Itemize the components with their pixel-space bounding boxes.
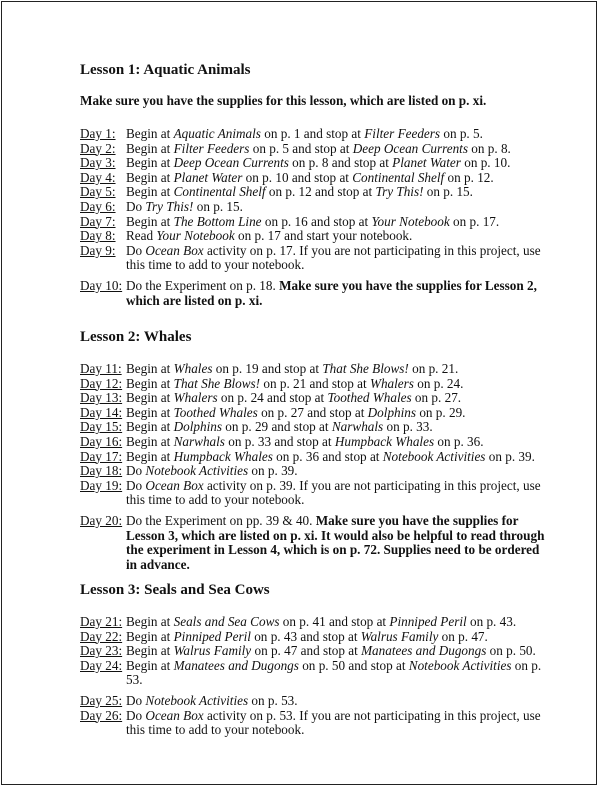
schedule-row — [80, 127, 550, 142]
day-label: Day 12: — [80, 375, 123, 391]
schedule-row — [80, 659, 550, 688]
day-label: Day 11: — [80, 361, 122, 376]
schedule-row — [80, 244, 550, 273]
section-title-ref: Deep Ocean Currents — [173, 155, 289, 171]
schedule-row — [80, 709, 550, 738]
day-label: Day 17: — [80, 448, 123, 464]
day-task: Begin at Aquatic Animals on p. 1 and stop at Filter Feeders on p. 5. — [126, 126, 483, 141]
schedule-row — [80, 514, 550, 572]
section-title-ref: Manatees and Dugongs — [173, 657, 299, 673]
section-title-ref: Humpback Whales — [334, 433, 435, 449]
lesson-1-supplies-note: Make sure you have the supplies for this lesson, which are listed on p. xi. — [80, 93, 487, 108]
schedule-row — [80, 435, 550, 450]
section-title-ref: Notebook Activities — [408, 657, 512, 673]
day-task: Begin at Seals and Sea Cows on p. 41 and stop at Pinniped Peril on p. 43. — [126, 614, 517, 629]
document-page — [1, 1, 597, 785]
section-title-ref: Narwhals — [173, 433, 225, 449]
day-task: Begin at Toothed Whales on p. 27 and stop at Dolphins on p. 29. — [126, 404, 466, 420]
schedule-row — [80, 215, 550, 230]
day-task: Do Try This! on p. 15. — [126, 198, 243, 214]
schedule-row — [80, 479, 550, 508]
lesson-2-section — [80, 329, 550, 572]
section-title-ref: Filter Feeders — [364, 126, 441, 141]
section-title-ref: Whales — [173, 361, 213, 376]
section-title-ref: Dolphins — [367, 404, 417, 420]
day-task: Begin at Deep Ocean Currents on p. 8 and stop at Planet Water on p. 10. — [126, 155, 511, 171]
section-title-ref: Notebook Activities — [145, 692, 249, 708]
day-task: Begin at Continental Shelf on p. 12 and stop at Try This! on p. 15. — [126, 184, 473, 200]
day-task: Begin at Dolphins on p. 29 and stop at Narwhals on p. 33. — [126, 419, 433, 435]
schedule-row — [80, 185, 550, 200]
section-title-ref: Ocean Box — [145, 242, 204, 258]
schedule-row — [80, 377, 550, 392]
section-title-ref: The Bottom Line — [173, 213, 262, 229]
day-task: Begin at That She Blows! on p. 21 and stop at Whalers on p. 24. — [126, 375, 464, 391]
day-task: Begin at Whalers on p. 24 and stop at Toothed Whales on p. 27. — [126, 390, 462, 406]
lesson-1-title: Lesson 1: Aquatic Animals — [80, 62, 251, 78]
section-title-ref: Ocean Box — [145, 477, 204, 493]
day-label: Day 6: — [80, 198, 116, 214]
section-title-ref: That She Blows! — [322, 361, 409, 376]
lesson-1-schedule — [80, 127, 550, 308]
section-title-ref: Whalers — [173, 390, 218, 406]
schedule-row — [80, 420, 550, 435]
section-title-ref: Narwhals — [331, 419, 384, 435]
day-label: Day 23: — [80, 643, 123, 659]
section-title-ref: Filter Feeders — [173, 140, 250, 156]
day-label: Day 22: — [80, 628, 123, 644]
day-task: Begin at Walrus Family on p. 47 and stop at Manatees and Dugongs on p. 50. — [126, 643, 536, 659]
lesson-1-section — [80, 62, 550, 308]
section-title-ref: Toothed Whales — [327, 390, 412, 406]
section-title-ref: Continental Shelf — [352, 169, 445, 185]
section-title-ref: Continental Shelf — [173, 184, 266, 200]
day-task: Begin at Planet Water on p. 10 and stop at Continental Shelf on p. 12. — [126, 169, 494, 185]
lesson-3-schedule — [80, 615, 550, 738]
day-task: Do Ocean Box activity on p. 53. If you are not participating in this project, use this time to add to your notebook. — [126, 707, 541, 738]
schedule-row — [80, 171, 550, 186]
section-title-ref: Walrus Family — [173, 643, 252, 659]
day-label: Day 24: — [80, 657, 123, 673]
section-title-ref: Try This! — [375, 184, 424, 200]
schedule-row — [80, 615, 550, 630]
day-label: Day 10: — [80, 277, 123, 293]
schedule-row — [80, 362, 550, 377]
section-title-ref: Pinniped Peril — [389, 614, 467, 629]
lesson-3-section — [80, 582, 550, 738]
day-task: Begin at Manatees and Dugongs on p. 50 and stop at Notebook Activities on p. 53. — [126, 657, 542, 688]
day-label: Day 5: — [80, 184, 116, 200]
supplies-reminder: Make sure you have the supplies for Lesson 3, which are listed on p. xi. It would also be helpful to read through the experiment in Lesson 4, which is on p. 72. Supplies need to be ordered in advance. — [126, 512, 545, 572]
day-label: Day 25: — [80, 692, 123, 708]
day-label: Day 19: — [80, 477, 123, 493]
day-label: Day 15: — [80, 419, 123, 435]
day-label: Day 14: — [80, 404, 123, 420]
day-label: Day 26: — [80, 707, 123, 723]
day-label: Day 7: — [80, 213, 116, 229]
section-title-ref: Seals and Sea Cows — [173, 614, 280, 629]
day-task: Do Notebook Activities on p. 53. — [126, 692, 298, 708]
day-task: Begin at Pinniped Peril on p. 43 and stop at Walrus Family on p. 47. — [126, 628, 488, 644]
schedule-row — [80, 694, 550, 709]
section-title-ref: Deep Ocean Currents — [352, 140, 468, 156]
section-title-ref: Aquatic Animals — [173, 126, 261, 141]
day-task: Do Notebook Activities on p. 39. — [126, 463, 298, 479]
section-title-ref: Dolphins — [173, 419, 222, 435]
schedule-row — [80, 644, 550, 659]
section-title-ref: Planet Water — [173, 169, 243, 185]
schedule-row — [80, 406, 550, 421]
lesson-2-title: Lesson 2: Whales — [80, 329, 192, 345]
day-label: Day 18: — [80, 463, 123, 479]
day-task: Do Ocean Box activity on p. 17. If you are not participating in this project, use this time to add to your notebook. — [126, 242, 541, 273]
schedule-row — [80, 156, 550, 171]
day-task: Do the Experiment on p. 18. Make sure you have the supplies for Lesson 2, which are listed on p. xi. — [126, 277, 537, 308]
schedule-row — [80, 229, 550, 244]
day-task: Do Ocean Box activity on p. 39. If you are not participating in this project, use this time to add to your notebook. — [126, 477, 541, 508]
day-task: Begin at The Bottom Line on p. 16 and stop at Your Notebook on p. 17. — [126, 213, 500, 229]
schedule-row — [80, 450, 550, 465]
section-title-ref: Humpback Whales — [173, 448, 273, 464]
section-title-ref: Notebook Activities — [382, 448, 486, 464]
schedule-row — [80, 630, 550, 645]
section-title-ref: Whalers — [369, 375, 414, 391]
schedule-row — [80, 464, 550, 479]
section-title-ref: Ocean Box — [145, 707, 204, 723]
day-label: Day 9: — [80, 242, 116, 258]
day-task: Do the Experiment on pp. 39 & 40. Make sure you have the supplies for Lesson 3, which are listed on p. xi. It would also be helpful to read through the experiment in Lesson 4, which is on p. 72. Supplies need to be ordered in advance. — [126, 512, 545, 572]
day-task: Begin at Whales on p. 19 and stop at That She Blows! on p. 21. — [126, 361, 459, 376]
day-label: Day 20: — [80, 512, 123, 528]
day-label: Day 16: — [80, 433, 123, 449]
section-title-ref: Walrus Family — [360, 628, 439, 644]
day-label: Day 1: — [80, 126, 116, 141]
schedule-row — [80, 279, 550, 308]
supplies-reminder: Make sure you have the supplies for Lesson 2, which are listed on p. xi. — [126, 277, 537, 308]
day-label: Day 2: — [80, 140, 116, 156]
section-title-ref: Your Notebook — [371, 213, 450, 229]
section-title-ref: Planet Water — [392, 155, 461, 171]
schedule-row — [80, 200, 550, 215]
day-label: Day 4: — [80, 169, 116, 185]
day-task: Read Your Notebook on p. 17 and start your notebook. — [126, 228, 413, 244]
day-label: Day 3: — [80, 155, 116, 171]
day-label: Day 8: — [80, 228, 116, 244]
schedule-row — [80, 142, 550, 157]
day-task: Begin at Narwhals on p. 33 and stop at Humpback Whales on p. 36. — [126, 433, 484, 449]
day-task: Begin at Filter Feeders on p. 5 and stop at Deep Ocean Currents on p. 8. — [126, 140, 511, 156]
schedule-row — [80, 391, 550, 406]
section-title-ref: Manatees and Dugongs — [361, 643, 487, 659]
day-label: Day 21: — [80, 614, 123, 629]
section-title-ref: Notebook Activities — [145, 463, 249, 479]
lesson-3-title: Lesson 3: Seals and Sea Cows — [80, 582, 270, 598]
section-title-ref: Try This! — [145, 198, 194, 214]
section-title-ref: That She Blows! — [173, 375, 261, 391]
section-title-ref: Toothed Whales — [173, 404, 258, 420]
section-title-ref: Pinniped Peril — [173, 628, 251, 644]
section-title-ref: Your Notebook — [156, 228, 235, 244]
day-task: Begin at Humpback Whales on p. 36 and stop at Notebook Activities on p. 39. — [126, 448, 535, 464]
day-label: Day 13: — [80, 390, 123, 406]
lesson-2-schedule — [80, 362, 550, 572]
